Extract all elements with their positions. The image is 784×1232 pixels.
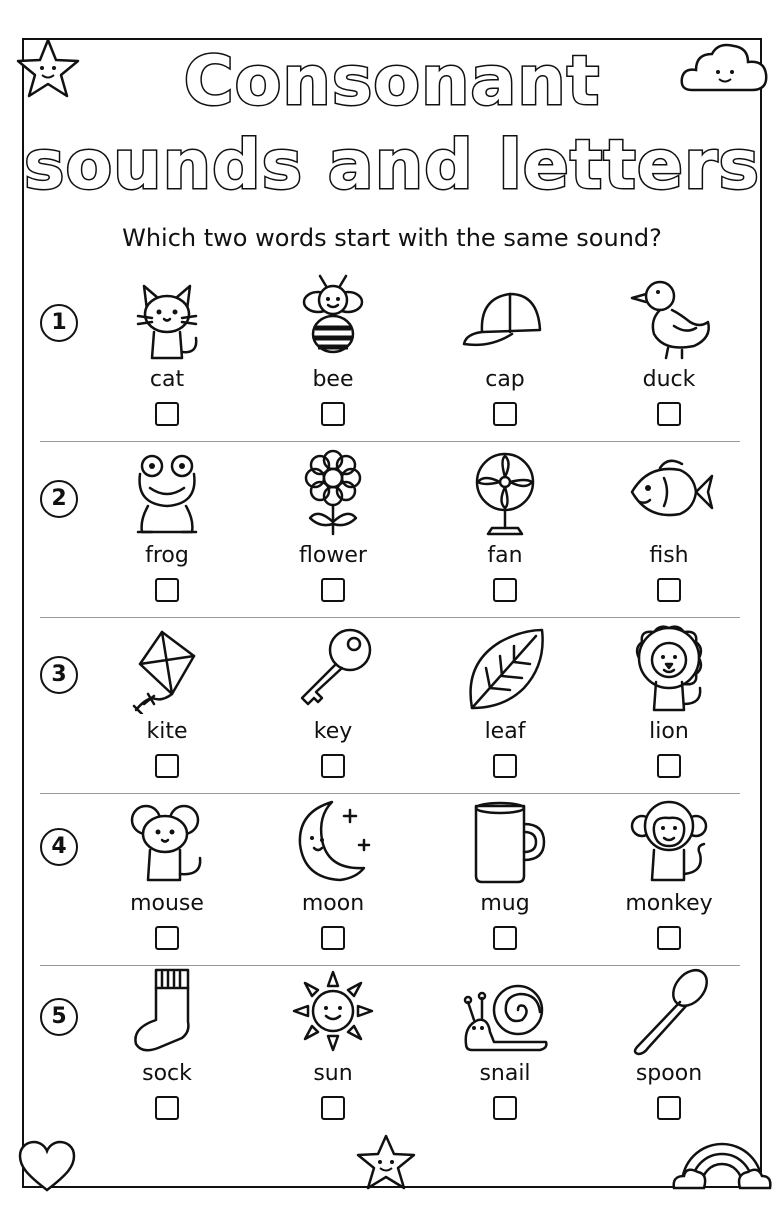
sock-icon xyxy=(122,966,212,1056)
word-label: leaf xyxy=(484,719,526,744)
question-number: 3 xyxy=(40,656,78,694)
word-option-moon xyxy=(258,796,408,950)
moon-icon xyxy=(288,796,378,886)
question-number: 1 xyxy=(40,304,78,342)
exercise-row-5 xyxy=(40,966,740,1136)
word-option-flower xyxy=(258,448,408,602)
answer-checkbox[interactable] xyxy=(321,578,345,602)
answer-checkbox[interactable] xyxy=(321,1096,345,1120)
monkey-icon xyxy=(624,796,714,886)
word-label: sock xyxy=(142,1061,192,1086)
answer-checkbox[interactable] xyxy=(321,926,345,950)
frog-icon xyxy=(122,448,212,538)
word-label: spoon xyxy=(635,1061,703,1086)
word-label: cat xyxy=(149,367,185,392)
page-title-line-2: sounds and letters xyxy=(23,126,761,205)
word-option-key xyxy=(258,624,408,778)
bee-icon xyxy=(288,272,378,362)
row-divider xyxy=(40,793,740,794)
rainbow-icon xyxy=(672,1128,772,1192)
cat-icon xyxy=(122,272,212,362)
exercise-row-4 xyxy=(40,796,740,966)
word-label: mouse xyxy=(130,891,204,916)
leaf-icon xyxy=(460,624,550,714)
lion-icon xyxy=(624,624,714,714)
word-option-mouse xyxy=(92,796,242,950)
mouse-icon xyxy=(122,796,212,886)
answer-checkbox[interactable] xyxy=(155,402,179,426)
word-option-snail xyxy=(430,966,580,1120)
cap-icon xyxy=(460,272,550,362)
page-title-line-1: Consonant xyxy=(183,42,601,121)
sun-icon xyxy=(288,966,378,1056)
instruction-text: Which two words start with the same sound? xyxy=(122,224,662,252)
word-option-sock xyxy=(92,966,242,1120)
word-label: duck xyxy=(642,367,696,392)
answer-checkbox[interactable] xyxy=(155,926,179,950)
key-icon xyxy=(288,624,378,714)
answer-checkbox[interactable] xyxy=(493,578,517,602)
row-divider xyxy=(40,441,740,442)
answer-checkbox[interactable] xyxy=(657,1096,681,1120)
question-number: 2 xyxy=(40,480,78,518)
word-label: lion xyxy=(649,719,689,744)
word-label: sun xyxy=(313,1061,353,1086)
word-option-spoon xyxy=(594,966,744,1120)
fan-icon xyxy=(460,448,550,538)
flower-icon xyxy=(288,448,378,538)
answer-checkbox[interactable] xyxy=(493,402,517,426)
row-divider xyxy=(40,617,740,618)
answer-checkbox[interactable] xyxy=(493,754,517,778)
answer-checkbox[interactable] xyxy=(657,578,681,602)
word-label: fish xyxy=(649,543,689,568)
word-option-bee xyxy=(258,272,408,426)
word-label: cap xyxy=(485,367,525,392)
word-label: mug xyxy=(480,891,530,916)
word-label: snail xyxy=(479,1061,531,1086)
question-number: 4 xyxy=(40,828,78,866)
word-option-leaf xyxy=(430,624,580,778)
answer-checkbox[interactable] xyxy=(493,1096,517,1120)
fish-icon xyxy=(624,448,714,538)
heart-icon xyxy=(16,1138,78,1194)
word-option-mug xyxy=(430,796,580,950)
word-option-monkey xyxy=(594,796,744,950)
word-label: frog xyxy=(145,543,189,568)
word-option-cat xyxy=(92,272,242,426)
answer-checkbox[interactable] xyxy=(321,402,345,426)
answer-checkbox[interactable] xyxy=(657,402,681,426)
duck-icon xyxy=(624,272,714,362)
snail-icon xyxy=(460,966,550,1056)
answer-checkbox[interactable] xyxy=(657,926,681,950)
word-option-fan xyxy=(430,448,580,602)
word-label: kite xyxy=(146,719,188,744)
word-label: key xyxy=(313,719,353,744)
answer-checkbox[interactable] xyxy=(493,926,517,950)
kite-icon xyxy=(122,624,212,714)
question-number: 5 xyxy=(40,998,78,1036)
answer-checkbox[interactable] xyxy=(155,578,179,602)
word-option-cap xyxy=(430,272,580,426)
exercise-row-3 xyxy=(40,624,740,794)
exercise-row-2 xyxy=(40,448,740,618)
star-icon xyxy=(354,1132,418,1192)
word-option-lion xyxy=(594,624,744,778)
exercise-row-1 xyxy=(40,272,740,442)
word-option-fish xyxy=(594,448,744,602)
answer-checkbox[interactable] xyxy=(155,1096,179,1120)
word-label: fan xyxy=(487,543,523,568)
answer-checkbox[interactable] xyxy=(657,754,681,778)
answer-checkbox[interactable] xyxy=(155,754,179,778)
spoon-icon xyxy=(624,966,714,1056)
answer-checkbox[interactable] xyxy=(321,754,345,778)
mug-icon xyxy=(460,796,550,886)
word-option-sun xyxy=(258,966,408,1120)
word-label: moon xyxy=(301,891,365,916)
word-option-frog xyxy=(92,448,242,602)
word-label: monkey xyxy=(625,891,713,916)
word-label: bee xyxy=(312,367,354,392)
word-option-kite xyxy=(92,624,242,778)
word-option-duck xyxy=(594,272,744,426)
word-label: flower xyxy=(299,543,367,568)
